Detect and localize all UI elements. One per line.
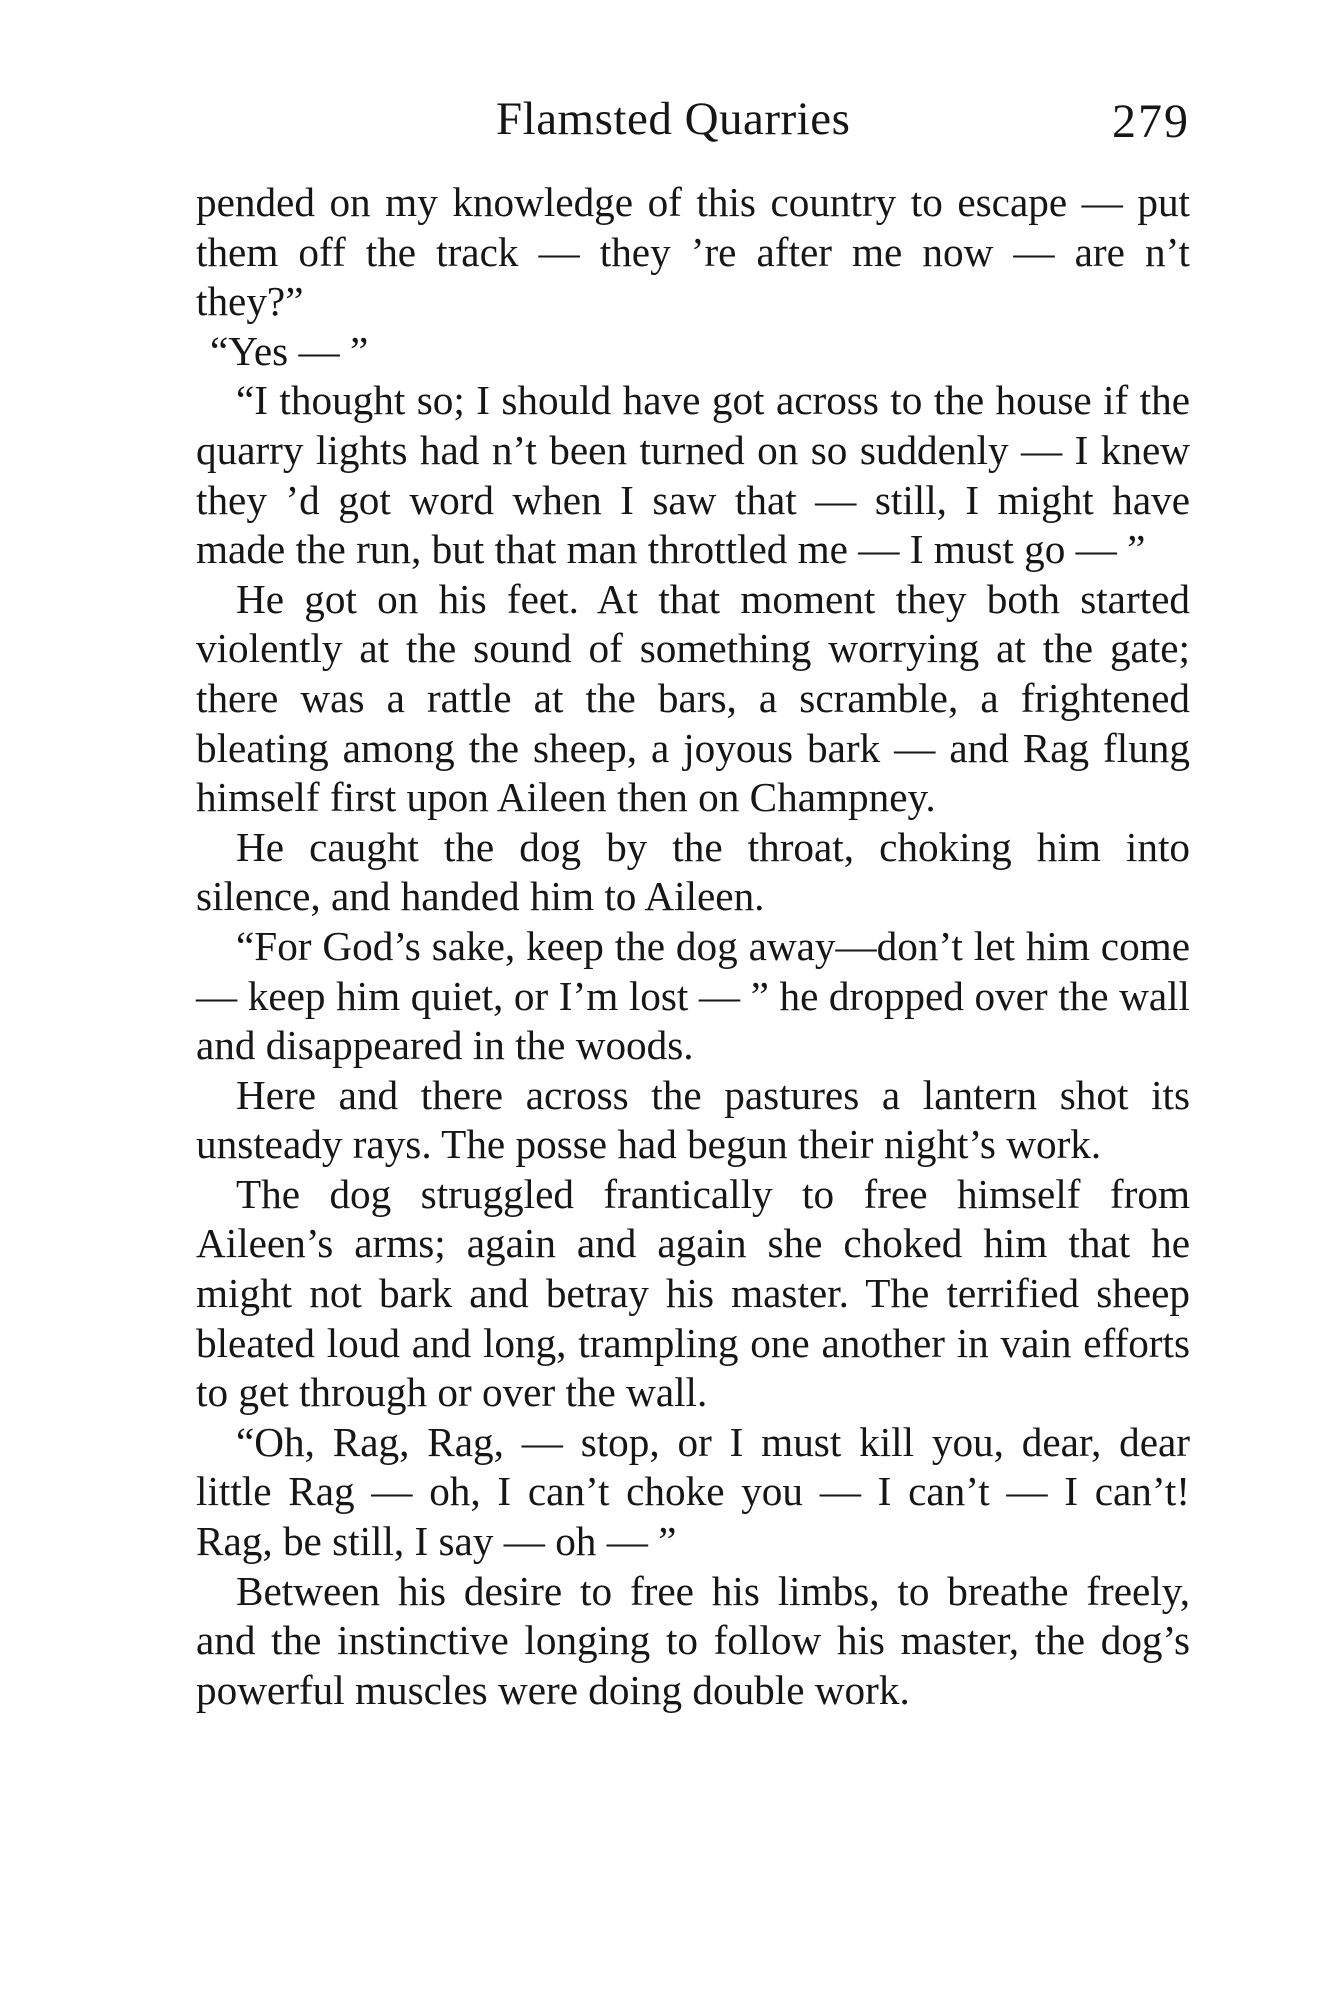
body-text (196, 178, 1190, 1715)
paragraph: He caught the dog by the throat, choking him into silence, and handed him to Aileen. (196, 823, 1190, 920)
paragraph: “For God’s sake, keep the dog away—don’t let him come — keep him quiet, or I’m lost — ” he dropped over the wall and disappeared in the woods. (196, 922, 1190, 1069)
page-number: 279 (1112, 95, 1190, 148)
paragraph: “I thought so; I should have got across to the house if the quarry lights had n’t been turned on so suddenly — I knew they ’d got word when I saw that — still, I might have made the run, but that man throttled me — I must go — ” (196, 377, 1190, 573)
page-header (196, 92, 1190, 162)
paragraph: The dog struggled frantically to free himself from Aileen’s arms; again and again she choked him that he might not bark and betray his master. The terrified sheep bleated loud and long, trampling one another in vain efforts to get through or over the wall. (196, 1170, 1190, 1416)
paragraph: He got on his feet. At that moment they both started violently at the sound of something worrying at the gate; there was a rattle at the bars, a scramble, a frightened bleating among the sheep, a joyous bark — and Rag flung himself first upon Aileen then on Champney. (196, 575, 1190, 821)
paragraph: “Oh, Rag, Rag, — stop, or I must kill you, dear, dear little Rag — oh, I can’t choke you — I can’t — I can’t! Rag, be still, I say — oh — ” (196, 1418, 1190, 1565)
paragraph: Here and there across the pastures a lantern shot its unsteady rays. The posse had begun their night’s work. (196, 1071, 1190, 1168)
paragraph: Between his desire to free his limbs, to breathe freely, and the instinctive longing to follow his master, the dog’s powerful muscles were doing double work. (196, 1567, 1190, 1713)
running-title: Flamsted Quarries (496, 93, 851, 145)
paragraph: “Yes — ” (210, 327, 369, 374)
paragraph: pended on my knowledge of this country to escape — put them off the track — they ’re after me now — are n’t they?” (196, 179, 1190, 325)
